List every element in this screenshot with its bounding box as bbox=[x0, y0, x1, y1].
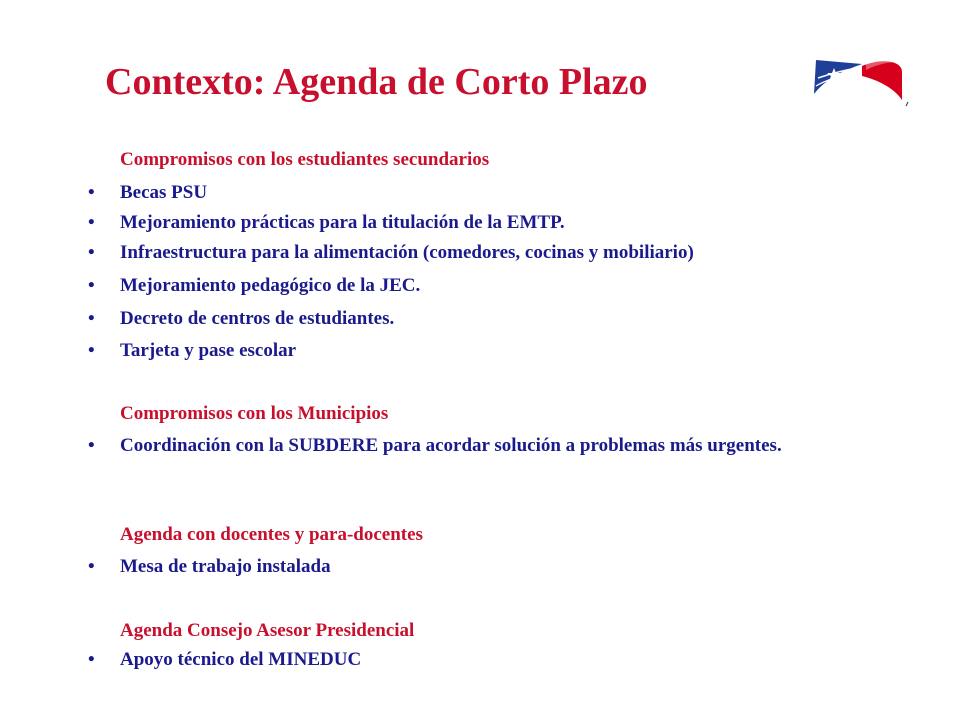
list-item: • Mejoramiento pedagógico de la JEC. bbox=[88, 275, 421, 296]
list-item: • Becas PSU bbox=[88, 182, 208, 203]
bullet-icon: • bbox=[88, 435, 95, 456]
list-item: • Apoyo técnico del MINEDUC bbox=[88, 649, 362, 670]
slide-title: Contexto: Agenda de Corto Plazo bbox=[105, 61, 648, 103]
bullet-icon: • bbox=[88, 275, 95, 296]
section-heading-estudiantes: Compromisos con los estudiantes secundarios bbox=[120, 149, 490, 170]
bullet-icon: • bbox=[88, 182, 95, 203]
section-heading-consejo: Agenda Consejo Asesor Presidencial bbox=[120, 620, 415, 641]
bullet-icon: • bbox=[88, 242, 95, 263]
bullet-icon: • bbox=[88, 649, 95, 670]
list-item: • Infraestructura para la alimentación (comedores, cocinas y mobiliario) bbox=[88, 242, 694, 263]
list-item: • Coordinación con la SUBDERE para acordar solución a problemas más urgentes. bbox=[88, 435, 782, 456]
list-item: • Mejoramiento prácticas para la titulación de la EMTP. bbox=[88, 212, 565, 233]
list-item: • Tarjeta y pase escolar bbox=[88, 340, 297, 361]
section-heading-docentes: Agenda con docentes y para-docentes bbox=[120, 524, 423, 545]
section-heading-municipios: Compromisos con los Municipios bbox=[120, 403, 389, 424]
bullet-icon: • bbox=[88, 340, 95, 361]
bullet-icon: • bbox=[88, 212, 95, 233]
bullet-icon: • bbox=[88, 556, 95, 577]
bullet-icon: • bbox=[88, 308, 95, 329]
chile-flag-logo-icon bbox=[810, 58, 910, 110]
list-item: • Mesa de trabajo instalada bbox=[88, 556, 331, 577]
list-item: • Decreto de centros de estudiantes. bbox=[88, 308, 395, 329]
